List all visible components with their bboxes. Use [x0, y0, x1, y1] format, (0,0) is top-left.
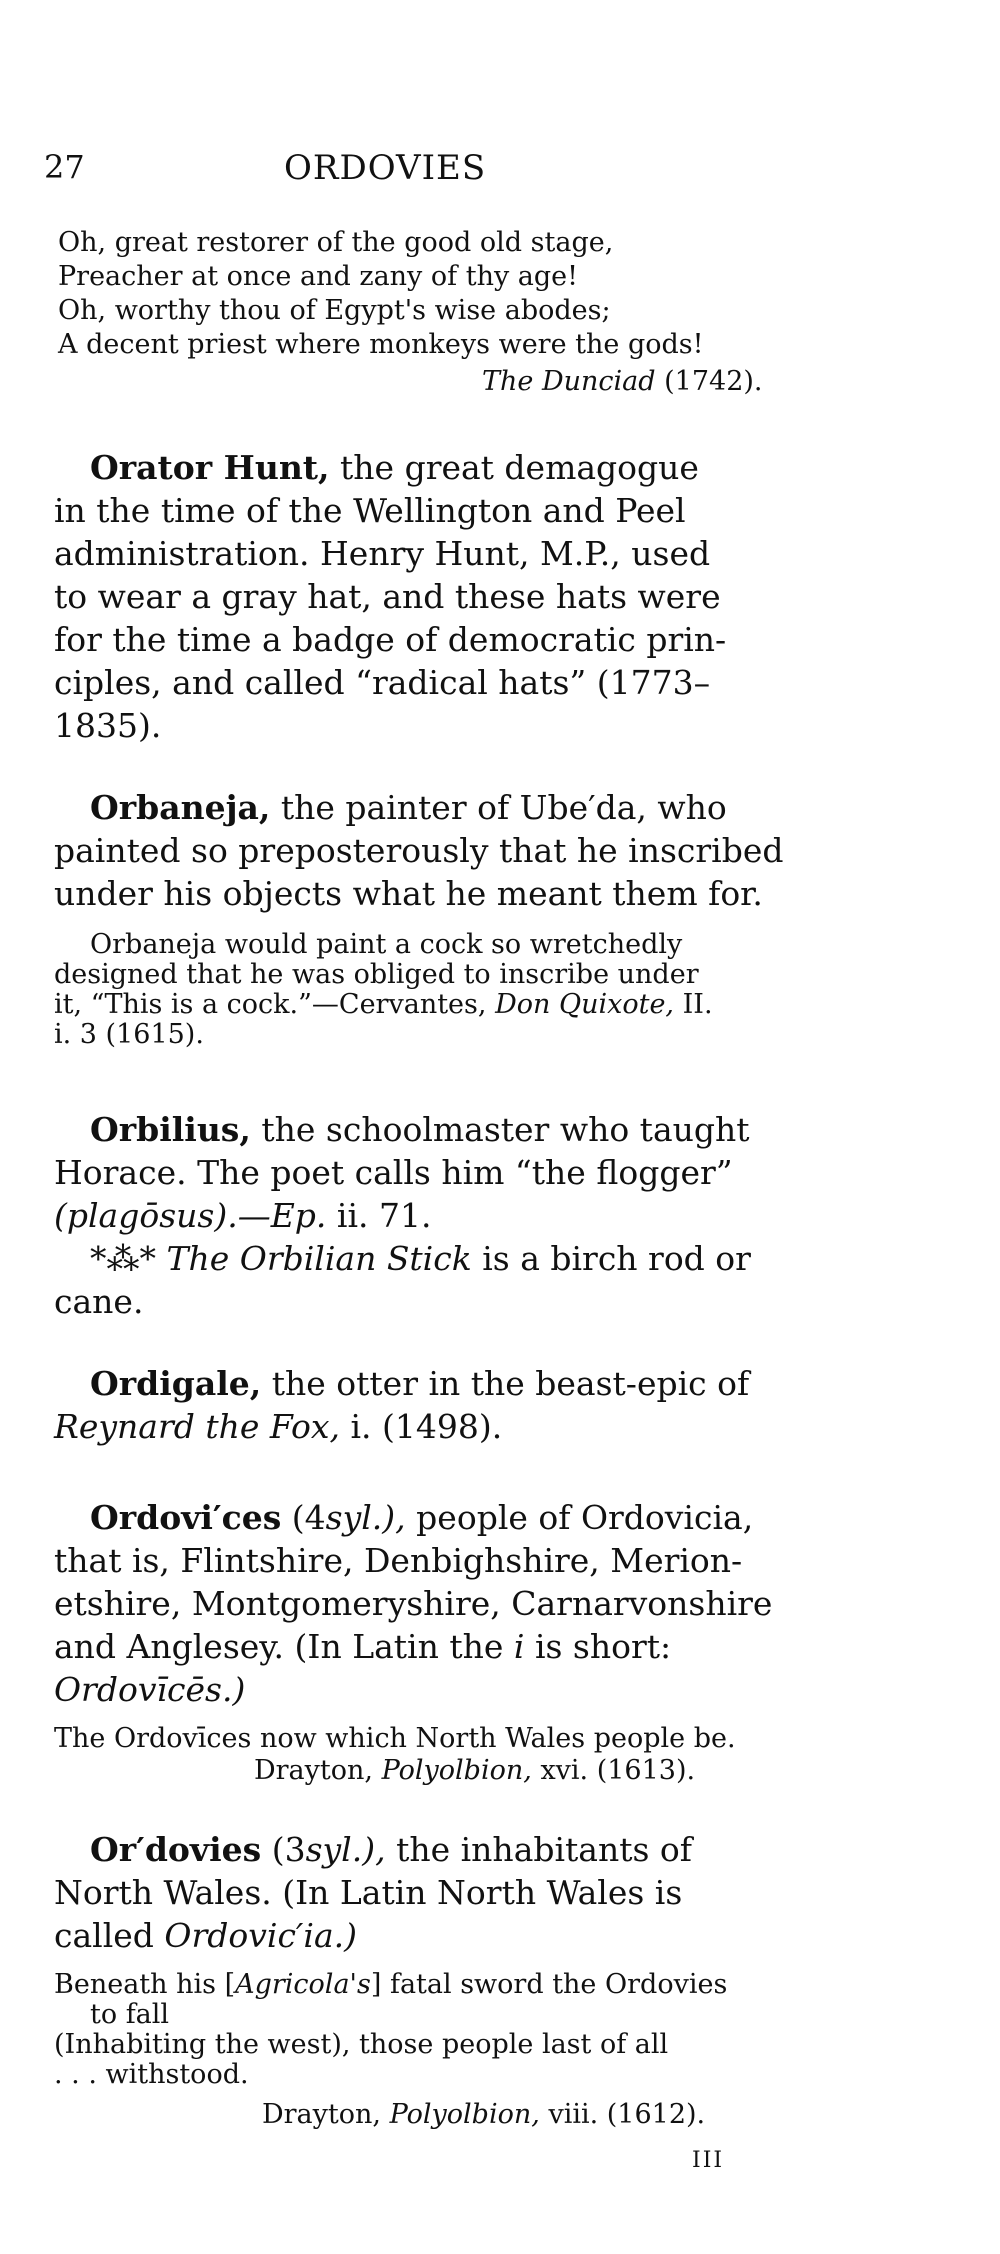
- ordovices-quote: [54, 1724, 766, 1754]
- headword: Orator Hunt,: [90, 448, 330, 487]
- entry-ordovices: [54, 1496, 773, 1711]
- entry-text: the schoolmaster who taught: [261, 1110, 750, 1149]
- quote-line: designed that he was obliged to inscribe under: [54, 959, 699, 990]
- entry-text: and Anglesey. (In Latin the: [54, 1627, 504, 1666]
- entry-line: [54, 446, 766, 489]
- quote-line: . . . withstood.: [54, 2059, 249, 2090]
- entry-text: the great demagogue: [340, 448, 699, 487]
- entry-line: painted so preposterously that he inscribed: [54, 831, 784, 870]
- credit-author: Drayton,: [262, 2099, 381, 2130]
- entry-line: under his objects what he meant them for.: [54, 874, 763, 913]
- entry-line: cane.: [54, 1282, 144, 1321]
- quote-italic: Agricola's: [235, 1969, 371, 2000]
- quote-line: to fall: [90, 1999, 170, 2030]
- entry-text: people of Ordovicia,: [416, 1498, 754, 1537]
- entry-ordigale: [54, 1362, 766, 1448]
- quote-line: Orbaneja would paint a cock so wretchedly: [90, 929, 683, 960]
- entry-line: North Wales. (In Latin North Wales is: [54, 1873, 683, 1912]
- quote-text: Beneath his [: [54, 1969, 236, 2000]
- entry-line: Ordovīcēs.): [54, 1670, 246, 1709]
- quote-line: i. 3 (1615).: [54, 1019, 204, 1050]
- headword: Ordovi′ces: [90, 1498, 282, 1537]
- entry-italic: syl.),: [305, 1830, 386, 1869]
- entry-ordovies: [54, 1828, 766, 1957]
- entry-line: [54, 1496, 766, 1539]
- credit-author: Drayton,: [254, 1755, 373, 1786]
- note-italic: The Orbilian Stick: [166, 1239, 472, 1278]
- entry-line: [54, 1237, 766, 1280]
- entry-line: to wear a gray hat, and these hats were: [54, 577, 721, 616]
- headword: Ordigale,: [90, 1364, 262, 1403]
- entry-line: 1835).: [54, 706, 162, 745]
- quote-work: Don Quixote,: [495, 989, 675, 1020]
- verse-credit: [482, 366, 763, 397]
- note-marker: *⁂*: [90, 1239, 156, 1278]
- entry-text: the inhabitants of: [396, 1830, 692, 1869]
- entry-line: ciples, and called “radical hats” (1773–: [54, 663, 711, 702]
- dunciad-verse: [58, 226, 703, 362]
- credit-work: Polyolbion,: [381, 1755, 532, 1786]
- entry-orbilius: [54, 1108, 766, 1323]
- quote-line: [54, 990, 766, 1020]
- verse-credit-title: The Dunciad: [482, 366, 656, 397]
- entry-orator-hunt: [54, 446, 766, 747]
- quote-credit: [254, 1756, 695, 1786]
- page-number: 27: [44, 148, 85, 186]
- entry-italic: syl.),: [325, 1498, 406, 1537]
- entry-line: [54, 1362, 766, 1405]
- entry-text: the painter of Ube′da, who: [280, 788, 727, 827]
- quote-line: The Ordovīces now which North Wales people be.: [54, 1723, 736, 1754]
- quote-text: ] fatal sword the Ordovies: [370, 1969, 728, 2000]
- verse-line: A decent priest where monkeys were the gods!: [58, 329, 704, 360]
- entry-line: in the time of the Wellington and Peel: [54, 491, 686, 530]
- page-header: [44, 148, 944, 192]
- entry-line: for the time a badge of democratic prin-: [54, 620, 727, 659]
- entry-line: that is, Flintshire, Denbighshire, Merion-: [54, 1541, 743, 1580]
- verse-line: Oh, great restorer of the good old stage,: [58, 227, 614, 258]
- entry-line: [54, 786, 766, 829]
- entry-line: [54, 1108, 766, 1151]
- quote-text: it, “This is a cock.”—Cervantes,: [54, 989, 487, 1020]
- entry-line: [54, 1914, 766, 1957]
- entry-text: the otter in the beast-epic of: [271, 1364, 750, 1403]
- credit-ref: xvi. (1613).: [540, 1755, 696, 1786]
- headword: Orbaneja,: [90, 788, 271, 827]
- ordovies-quote: [54, 1970, 766, 2090]
- quote-line: [54, 1970, 766, 2000]
- ordovies-quote-credit: [262, 2100, 705, 2130]
- entry-line: [54, 1405, 766, 1448]
- entry-text: i. (1498).: [350, 1407, 503, 1446]
- entry-line: [54, 1828, 766, 1871]
- quote-ref: II.: [682, 989, 713, 1020]
- entry-italic: (plagōsus).—Ep.: [54, 1196, 327, 1235]
- headword: Orbilius,: [90, 1110, 251, 1149]
- credit-work: Polyolbion,: [389, 2099, 540, 2130]
- entry-italic: i: [513, 1627, 525, 1666]
- entry-line: etshire, Montgomeryshire, Carnarvonshire: [54, 1584, 773, 1623]
- entry-italic: Ordovic′ia.): [164, 1916, 358, 1955]
- entry-text: (4: [291, 1498, 326, 1537]
- credit-ref: viii. (1612).: [548, 2099, 706, 2130]
- entry-line: [54, 1194, 766, 1237]
- entry-orbaneja: [54, 786, 784, 915]
- entry-text: (3: [271, 1830, 306, 1869]
- verse-line: Oh, worthy thou of Egypt's wise abodes;: [58, 295, 611, 326]
- running-head: ORDOVIES: [284, 148, 487, 188]
- quote-line: (Inhabiting the west), those people last of all: [54, 2029, 669, 2060]
- entry-text: ii. 71.: [336, 1196, 432, 1235]
- entry-line: Horace. The poet calls him “the flogger”: [54, 1153, 733, 1192]
- entry-line: [54, 1625, 766, 1668]
- entry-line: administration. Henry Hunt, M.P., used: [54, 534, 711, 573]
- verse-credit-year: (1742).: [664, 366, 763, 397]
- ordovices-quote-credit: [254, 1756, 695, 1786]
- signature-mark: III: [692, 2148, 725, 2173]
- entry-text: called: [54, 1916, 154, 1955]
- entry-italic: Reynard the Fox,: [54, 1407, 340, 1446]
- headword: Or′dovies: [90, 1830, 262, 1869]
- note-text: is a birch rod or: [482, 1239, 751, 1278]
- entry-text: is short:: [534, 1627, 672, 1666]
- verse-line: Preacher at once and zany of thy age!: [58, 261, 579, 292]
- quote-credit: [262, 2100, 705, 2130]
- orbaneja-quote: [54, 930, 766, 1050]
